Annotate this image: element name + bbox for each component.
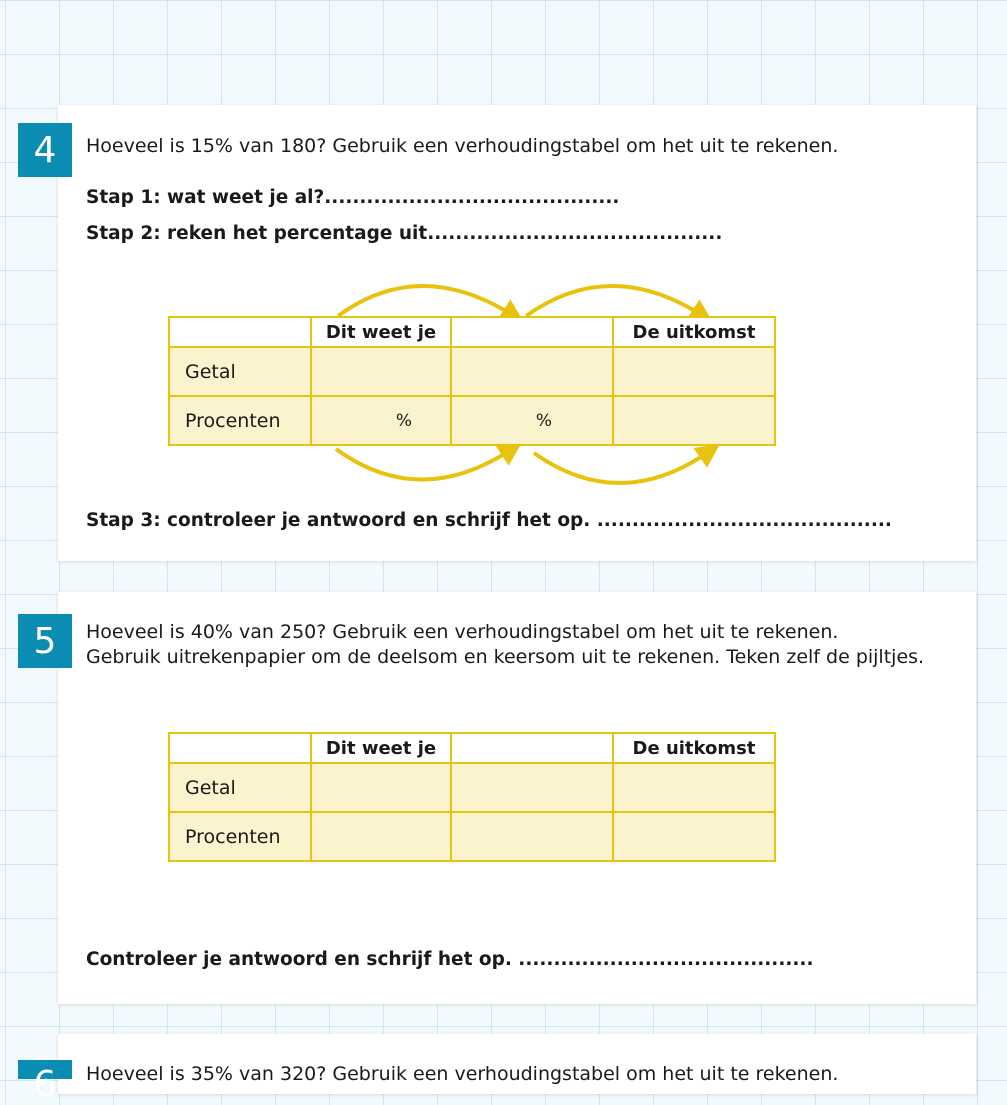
- table-row-getal: [169, 347, 775, 396]
- arrow-bottom-right: [534, 451, 710, 483]
- row-label-getal: Getal: [169, 763, 311, 812]
- header-empty-middle: [451, 317, 613, 347]
- cell-procenten-3[interactable]: [613, 812, 775, 861]
- exercise-4-step-1: Stap 1: wat weet je al?..........................................: [86, 187, 620, 208]
- exercise-6-question: Hoeveel is 35% van 320? Gebruik een verhoudingstabel om het uit te rekenen.: [86, 1063, 839, 1085]
- cell-getal-2[interactable]: [451, 763, 613, 812]
- cell-getal-2[interactable]: [451, 347, 613, 396]
- cell-procenten-1[interactable]: [311, 812, 451, 861]
- exercise-4-step-3: Stap 3: controleer je antwoord en schrijf het op. ..........................................: [86, 510, 892, 531]
- cell-procenten-2[interactable]: %: [451, 396, 613, 445]
- exercise-4-ratio-table: [168, 316, 776, 446]
- row-label-procenten: Procenten: [169, 812, 311, 861]
- exercise-5-question-line-1: Hoeveel is 40% van 250? Gebruik een verhoudingstabel om het uit te rekenen.: [86, 621, 839, 643]
- exercise-5-number-badge: 5: [18, 614, 72, 668]
- header-de-uitkomst: De uitkomst: [613, 317, 775, 347]
- arrow-bottom-left: [336, 449, 512, 480]
- row-label-getal: Getal: [169, 347, 311, 396]
- cell-getal-3[interactable]: [613, 763, 775, 812]
- exercise-5-ratio-table: [168, 732, 776, 862]
- table-header-row: [169, 733, 775, 763]
- cell-procenten-3[interactable]: [613, 396, 775, 445]
- header-dit-weet-je: Dit weet je: [311, 733, 451, 763]
- exercise-4-step-2: Stap 2: reken het percentage uit..........................................: [86, 223, 723, 244]
- cell-procenten-2[interactable]: [451, 812, 613, 861]
- cell-getal-1[interactable]: [311, 347, 451, 396]
- exercise-6-number-badge: [18, 1060, 72, 1105]
- table-row-procenten: [169, 812, 775, 861]
- table-row-procenten: [169, 396, 775, 445]
- row-label-procenten: Procenten: [169, 396, 311, 445]
- header-empty-middle: [451, 733, 613, 763]
- cell-procenten-1[interactable]: %: [311, 396, 451, 445]
- arrow-top-right: [526, 286, 703, 316]
- header-de-uitkomst: De uitkomst: [613, 733, 775, 763]
- exercise-4-number-badge: 4: [18, 123, 72, 177]
- cell-getal-3[interactable]: [613, 347, 775, 396]
- header-dit-weet-je: Dit weet je: [311, 317, 451, 347]
- exercise-5-check: Controleer je antwoord en schrijf het op. ..........................................: [86, 949, 814, 970]
- exercise-4-question: Hoeveel is 15% van 180? Gebruik een verhoudingstabel om het uit te rekenen.: [86, 135, 839, 157]
- exercise-5-question-line-2: Gebruik uitrekenpapier om de deelsom en keersom uit te rekenen. Teken zelf de pijltjes.: [86, 646, 925, 668]
- exercise-6-number: 6: [33, 1064, 57, 1105]
- table-header-row: [169, 317, 775, 347]
- header-empty: [169, 317, 311, 347]
- table-row-getal: [169, 763, 775, 812]
- arrow-top-left: [338, 286, 514, 316]
- header-empty: [169, 733, 311, 763]
- cell-getal-1[interactable]: [311, 763, 451, 812]
